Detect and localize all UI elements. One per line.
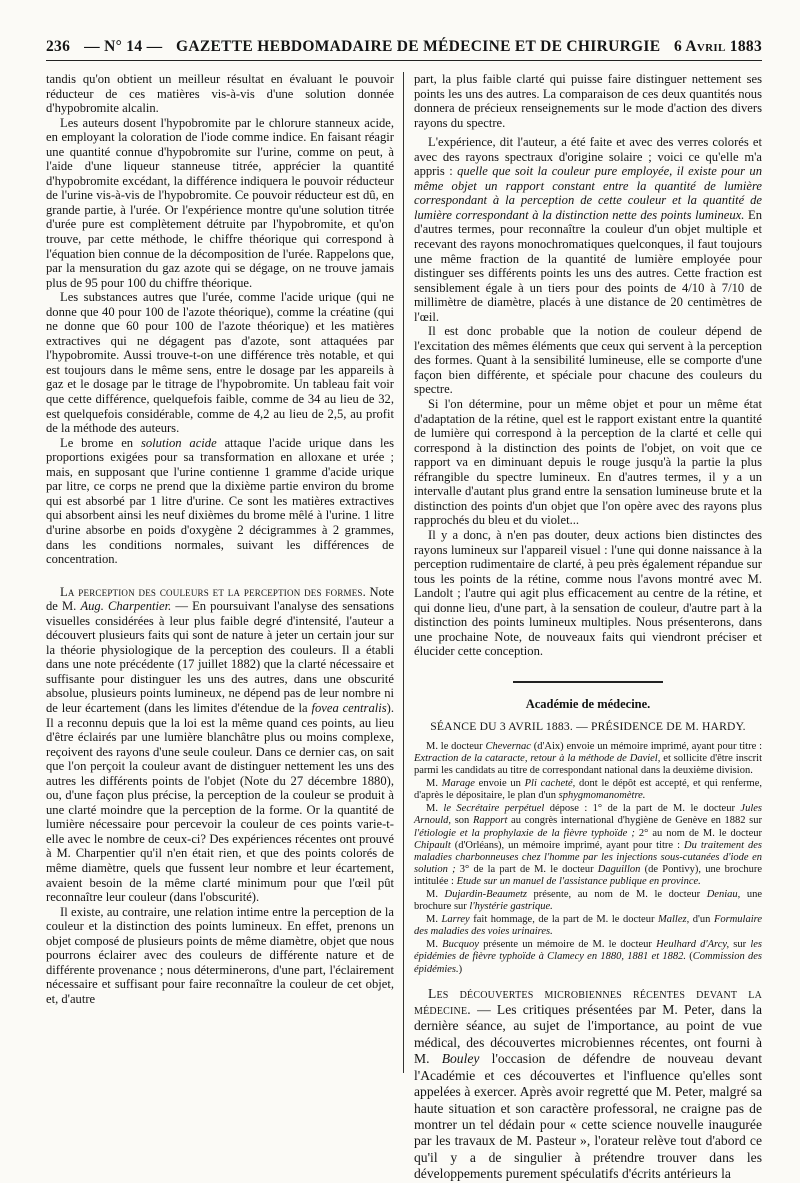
paragraph: L'expérience, dit l'auteur, a été faite et avec des verres colorés et avec des rayons spectraux d'origine solaire ; voici ce qu'elle m'a appris : quelle que soit la couleur pure employée, il existe pour un même objet un rapport constant entre la quantité de lumière correspondant à la perception de cette couleur et la quantité de lumière correspondant à la distinction nette des points lumineux. En d'autres termes, pour reconnaître la couleur d'un objet multiple et recevant des rayons monochromatiques quelconques, il faut toujours une même fraction de la quantité de lumière employée pour distinguer ses différents points les uns des autres. Cette fraction est sensiblement égale à un tiers pour des points de 4/10 à 7/10 de millimètre de diamètre, placés à une distance de 20 centimètres de l'œil. [414,135,763,324]
paragraph: tandis qu'on obtient un meilleur résultat en évaluant le pouvoir réducteur de ces matières vis-à-vis d'une solution donnée d'hypobromite alcalin. [46,72,394,116]
paragraph: Le brome en solution acide attaque l'acide urique dans les proportions exigées pour sa transformation en alloxane et urée ; mais, en supposant que l'urine contienne 1 gramme d'acide urique par litre, ce corps ne prend que la dixième partie environ du brome qui est absorbé par 1 litre d'urine. Ce sont les matières extractives qui absorbent ainsi les neuf dixièmes du brome mêlé à l'urine. 1 litre d'urine absorbe en poids d'oxygène 2 décigrammes à 2 grammes, dans les conditions normales, suivant les différences de concentration. [46,435,394,567]
page-number: 236 [46,38,71,55]
session-item: M. Marage envoie un Pli cacheté, dont le dépôt est accepté, et qui renferme, d'après le dépositaire, le plan d'un sphygmomanomètre. [414,778,762,802]
article-microbes: Les découvertes microbiennes récentes devant la médecine. — Les critiques présentées par M. Peter, dans la dernière séance, au sujet de l'importance, au point de vue médical, des découvertes microbiennes récentes, ont fourni à M. Bouley l'occasion de défendre de nouveau devant l'Académie et ces découvertes et l'influence qu'elles sont appelées à exercer. Après avoir regretté que M. Peter, malgré sa haute situation et son caractère professoral, ne craigne pas de montrer un tel dédain pour « cette science nouvelle inaugurée par les travaux de M. Pasteur », l'orateur relève tout d'abord ce qu'il y a de singulier à prétendre trouver dans les développements purement spéculatifs d'écrits antérieurs la [414,985,762,1182]
text-columns [46,72,763,1182]
paragraph: Il est donc probable que la notion de couleur dépend de l'excitation des mêmes éléments que ceux qui servent à la perception des formes. Quant à la sensibilité lumineuse, elle se comporte d'une façon bien différente, et spéciale pour chacune des couleurs du spectre. [414,324,762,397]
session-item: M. Dujardin-Beaumetz présente, au nom de M. le docteur Deniau, une brochure sur l'hystérie gastrique. [414,889,762,913]
journal-title: GAZETTE HEBDOMADAIRE DE MÉDECINE ET DE CHIRURGIE [176,38,661,55]
issue-date: 6 Avril 1883 [674,38,762,55]
session-item: M. Bucquoy présente un mémoire de M. le docteur Heulhard d'Arcy, sur les épidémies de fièvre typhoïde à Clamecy en 1880, 1881 et 1882. (Commission des épidémies.) [414,939,762,975]
session-item: M. Larrey fait hommage, de la part de M. le docteur Mallez, d'un Formulaire des maladies des voies urinaires. [414,914,762,938]
session-heading: SÉANCE DU 3 AVRIL 1883. — PRÉSIDENCE DE M. HARDY. [430,719,746,733]
left-column [46,72,404,1073]
page-header [46,38,762,61]
section-divider [513,681,663,683]
right-column [404,72,763,1182]
section-title: Académie de médecine. [525,696,651,711]
session-item: M. le Secrétaire perpétuel dépose : 1° de la part de M. le docteur Jules Arnould, son Rapport au congrès international d'hygiène de Genève en 1882 sur l'étiologie et la prophylaxie de la fièvre typhoïde ; 2° au nom de M. le docteur Chipault (d'Orléans), un mémoire imprimé, ayant pour titre : Du traitement des maladies charbonneuses chez l'homme par les injections sous-cutanées d'iode en solution ; 3° de la part de M. le docteur Daguillon (de Pontivy), une brochure intitulée : Etude sur un manuel de l'assistance publique en province. [414,803,762,887]
paragraph: Les substances autres que l'urée, comme l'acide urique (qui ne donne que 40 pour 100 de l'azote théorique), comme la créatine (qui ne donne que 60 pour 100 de l'azote théorique) et les matières extractives qui ne dégagent pas d'azote, sont attaquées par l'hypobromite. Aussi trouve-t-on une différence très notable, et qui est toujours dans le même sens, entre le dosage par les appareils à gaz et le dosage par le titrage de l'hypobromite. Un tableau fait voir que cette différence, quelquefois faible, comme de 34 au lieu de 32, est quelquefois considérable, comme de 4,2 au lieu de 2,5, au profit de la méthode des auteurs. [46,290,394,436]
paragraph: Les auteurs dosent l'hypobromite par le chlorure stanneux acide, en employant la coloration de l'iode comme indice. En faisant réagir une quantité connue d'hypobromite sur l'urine, comme on peut, à l'aide d'une liqueur stanneuse titrée, apprécier la quantité d'hypobromite excédant, la différence indiquera le pouvoir réducteur de l'urine vis-à-vis de l'hypobromite. Ce pouvoir réducteur est dû, en grande partie, à l'urée. Or l'expérience montre qu'une solution titrée d'urée pure est complètement détruite par l'hypobromite, et qu'on trouve, par cette méthode, le chiffre théorique qui correspond à l'équation bien connue de la décomposition de l'urée. Rappelons que, par la mensuration du gaz azote qui se dégage, on ne trouve jamais plus de 95 pour 100 du chiffre théorique. [46,115,394,290]
paragraph: part, la plus faible clarté qui puisse faire distinguer nettement ses points les uns des autres. La comparaison de ces deux quantités nous donnera de précieux renseignements sur le mode d'action des divers rayons du spectre. [414,72,762,130]
article-heading: La perception des couleurs et la perception des formes. [60,584,366,599]
paragraph: Il existe, au contraire, une relation intime entre la perception de la couleur et la distinction des points lumineux. En effet, prenons un objet composé de plusieurs points de même diamètre, objet que nous pourrons éclairer avec des couleurs de différente nature et de différente provenance ; nous déterminerons, d'une part, l'éclairement nécessaire et suffisant pour faire reconnaître la couleur de cet objet, et, d'autre [46,904,394,1006]
session-item: M. le docteur Chevernac (d'Aix) envoie un mémoire imprimé, ayant pour titre : Extraction de la cataracte, retour à la méthode de Daviel, et sollicite d'être inscrit parmi les candidats au titre de correspondant national dans la deuxième division. [414,740,762,777]
issue-number: — N° 14 — [84,38,163,55]
article-charpentier: La perception des couleurs et la perception des formes. Note de M. Aug. Charpentier. — En poursuivant l'analyse des sensations visuelles considérées à leur plus faible degré d'intensité, l'auteur a découvert plusieurs faits qui sont de nature à jeter un certain jour sur la théorie physiologique de la perception des couleurs. Il a établi dans une note précédente (17 juillet 1882) que la clarté nécessaire et suffisante pour distinguer les uns des autres, dans une obscurité absolue, plusieurs points lumineux, ne dépend pas de leur nombre ni de leur écartement (dans les limites d'étendue de la fovea centralis). Il a reconnu depuis que la loi est la même quand ces points, au lieu d'être éclairés par une lumière blanchâtre plus ou moins complexe, reçoivent des rayons d'une seule couleur. Dans ce dernier cas, on sait que l'on perçoit la couleur avant de distinguer nettement les uns des autres les différents points de l'objet (Note du 27 décembre 1880), ou, d'une façon plus précise, la perception de la couleur se produit à une clarté moindre que la perception de la forme. Or la quantité de lumière nécessaire pour percevoir la couleur de ces points varie-t-elle avec le nombre de ceux-ci? Des expériences récentes ont prouvé à M. Charpentier qu'il n'en était rien, et que des points colorés de même diamètre, quels que fussent leur nombre et leur écartement, avaient besoin de la même clarté minimum pour que l'œil pût reconnaître leur couleur (dans l'obscurité). [46,584,395,905]
author-name: Aug. Charpentier. [80,599,172,614]
person-name: Bouley [441,1051,480,1067]
paragraph: Si l'on détermine, pour un même objet et pour un même état d'adaptation de la rétine, quel est le rapport existant entre la quantité de lumière qui correspond à la perception de la clarté et celle qui correspond à la distinction des points de l'objet, on voit que ce rapport va en diminuant depuis le rouge jusqu'à la partie la plus réfrangible du spectre lumineux. En d'autres termes, il y a un intervalle d'autant plus grand entre la sensation lumineuse brute et la distinction des points d'un objet que l'on opère avec des rayons plus rapprochés du bleu et du violet... [414,397,762,528]
paragraph: Il y a donc, à n'en pas douter, deux actions bien distinctes des rayons lumineux sur l'appareil visuel : l'une qui donne naissance à la perception rudimentaire de clarté, à peu près également répandue sur tous les points de la rétine, comme nous l'avons montré avec M. Landolt ; l'autre qui agit plus efficacement au centre de la rétine, et qui donne lieu, d'une part, à la sensation de couleur, d'autre part à la distinction des points lumineux multiples. Nous présenterons, dans une prochaine Note, de nouveaux faits qui viendront préciser et élucider cette conception. [414,527,762,659]
article-heading: Les découvertes microbiennes récentes devant la médecine. [414,985,762,1018]
